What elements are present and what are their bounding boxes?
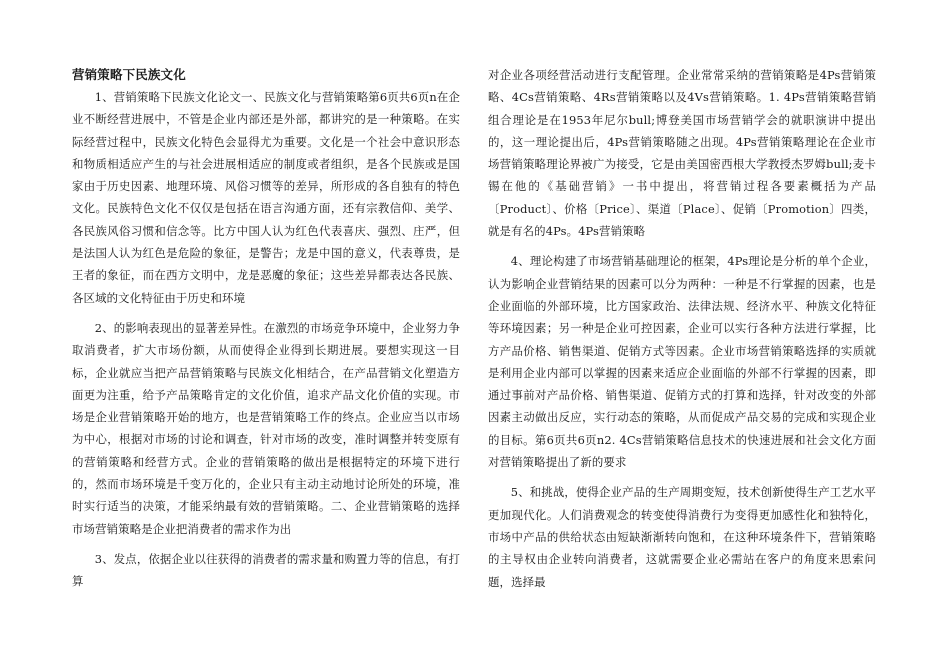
paragraph-3: 3、发点，依据企业以往获得的消费者的需求量和购置力等的信息，有打算 — [72, 551, 460, 589]
document-title: 营销策略下民族文化 — [72, 67, 186, 82]
paragraph-5: 5、和挑战，使得企业产品的生产周期变短，技术创新使得生产工艺水平更加现代化。人们消费观念的转变使得消费行为变得更加感性化和独特化，市场中产品的供给状态由短缺渐渐转向饱和，在这种环境条件下，营销策略的主导权由企业转向消费者，这就需要企业必需站在客户的角度来思索问题，选择最 — [488, 485, 876, 589]
paragraph-4: 4、理论构建了市场营销基础理论的框架，4Ps理论是分析的单个企业，认为影响企业营销结果的因素可以分为两种：一种是不行掌握的因素，也是企业面临的外部环境，比方国家政治、法律法规、经济水平、种族文化特征等环境因素；另一种是企业可控因素，企业可以实行各种方法进行掌握，比方产品价格、销售渠道、促销方式等因素。企业市场营销策略选择的实质就是利用企业内部可以掌握的因素来适应企业面临的外部不行掌握的因素，即通过事前对产品价格、销售渠道、促销方式的打算和选择，针对改变的外部因素主动做出反应，实行动态的策略，从而促成产品交易的完成和实现企业的目标。第6页共6页n2. 4Cs营销策略信息技术的快速进展和社会文化方面对营销策略提出了新的要求 — [488, 254, 876, 470]
paragraph-3-continued: 对企业各项经营活动进行支配管理。企业常常采纳的营销策略是4Ps营销策略、4Cs营销策略、4Rs营销策略以及4Vs营销策略。1. 4Ps营销策略营销组合理论是在1953年尼尔bull;博登美国市场营销学会的就职演讲中提出的，这一理论提出后，4Ps营销策略随之出现。4Ps营销策略理论在企业市场营销策略理论界被广为接受，它是由美国密西根大学教授杰罗姆bull;麦卡锡在他的《基础营销》一书中提出，将营销过程各要素概括为产品〔Product〕、价格〔Price〕、渠道〔Place〕、促销〔Promotion〕四类，就是有名的4Ps。4Ps营销策略 — [488, 68, 876, 239]
right-column — [488, 64, 876, 601]
paragraph-1: 1、营销策略下民族文化论文一、民族文化与营销策略第6页共6页n在企业不断经营进展中，不管是企业内部还是外部，都讲究的是一种策略。在实际经营过程中，民族文化特色会显得尤为重要。文化是一个社会中意识形态和物质相适应产生的与社会进展相适应的制度或者组织，是各个民族或是国家由于历史因素、地理环境、风俗习惯等的差异，所形成的各自独有的特色文化。民族特色文化不仅仅是包括在语言沟通方面，还有宗教信仰、美学、各民族风俗习惯和信念等。比方中国人认为红色代表喜庆、强烈、庄严，但是法国人认为红色是危险的象征，是警告；龙是中国的意义，代表尊贵，是王者的象征，而在西方文明中，龙是恶魔的象征；这些差异都表达各民族、各区域的文化特征由于历史和环境 — [72, 90, 460, 305]
left-column — [72, 64, 460, 601]
paragraph-2: 2、的影响表现出的显著差异性。在激烈的市场竞争环境中，企业努力争取消费者，扩大市场份额，从而使得企业得到长期进展。要想实现这一目标，企业就应当把产品营销策略与民族文化相结合，在产品营销文化塑造方面更为注重，给予产品策略肯定的文化价值，追求产品文化价值的实现。市场是企业营销策略开始的地方，也是营销策略工作的终点。企业应当以市场为中心，根据对市场的讨论和调查，针对市场的改变，准时调整并转变原有的营销策略和经营方式。企业的营销策略的做出是根据特定的环境下进行的，然而市场环境是千变万化的，企业只有主动主动地讨论所处的环境，准时实行适当的决策，才能采纳最有效的营销策略。二、企业营销策略的选择市场营销策略是企业把消费者的需求作为出 — [72, 320, 460, 536]
